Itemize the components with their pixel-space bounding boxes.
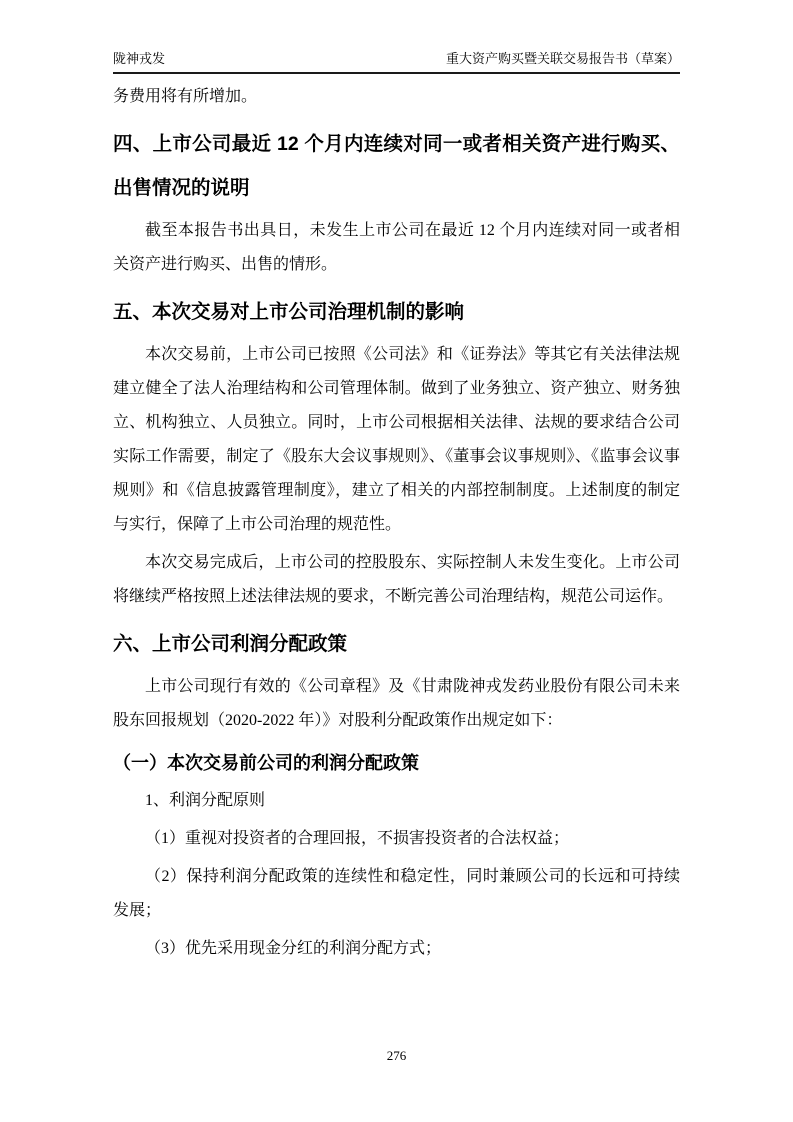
section-5-paragraph-1: 本次交易前，上市公司已按照《公司法》和《证券法》等其它有关法律法规建立健全了法人治理结构和公司管理体制。做到了业务独立、资产独立、财务独立、机构独立、人员独立。同时，上市公司根据相关法律、法规的要求结合公司实际工作需要，制定了《股东大会议事规则》、《董事会议事规则》、《监事会议事规则》和《信息披露管理制度》，建立了相关的内部控制制度。上述制度的制定与实行，保障了上市公司治理的规范性。 bbox=[113, 346, 680, 533]
section-6-intro-paragraph: 上市公司现行有效的《公司章程》及《甘肃陇神戎发药业股份有限公司未来股东回报规划（2020-2022 年）》对股利分配政策作出规定如下： bbox=[113, 678, 680, 729]
document-body bbox=[113, 80, 680, 966]
section-5-paragraph-2: 本次交易完成后，上市公司的控股股东、实际控制人未发生变化。上市公司将继续严格按照上述法律法规的要求，不断完善公司治理结构，规范公司运作。 bbox=[113, 554, 680, 605]
section-6-heading: 六、上市公司利润分配政策 bbox=[113, 633, 348, 655]
list-item-1: （1）重视对投资者的合理回报，不损害投资者的合法权益； bbox=[145, 830, 570, 847]
header-report-title: 重大资产购买暨关联交易报告书（草案） bbox=[445, 51, 680, 66]
page-header bbox=[113, 50, 680, 74]
list-item-2: （2）保持利润分配政策的连续性和稳定性，同时兼顾公司的长远和可持续发展； bbox=[113, 868, 680, 919]
header-company-name: 陇神戎发 bbox=[113, 51, 166, 66]
list-item-3: （3）优先采用现金分红的利润分配方式； bbox=[145, 940, 442, 957]
page-number: 276 bbox=[386, 1048, 407, 1063]
continuation-paragraph: 务费用将有所增加。 bbox=[113, 88, 258, 105]
page-footer bbox=[0, 1048, 793, 1064]
section-5-heading: 五、本次交易对上市公司治理机制的影响 bbox=[113, 301, 465, 323]
section-4-heading: 四、上市公司最近 12 个月内连续对同一或者相关资产进行购买、出售情况的说明 bbox=[113, 133, 680, 199]
section-4-paragraph: 截至本报告书出具日，未发生上市公司在最近 12 个月内连续对同一或者相关资产进行购买、出售的情形。 bbox=[113, 222, 680, 273]
subsection-1-heading: （一）本次交易前公司的利润分配政策 bbox=[113, 753, 419, 773]
list-item-title: 1、利润分配原则 bbox=[145, 792, 266, 809]
